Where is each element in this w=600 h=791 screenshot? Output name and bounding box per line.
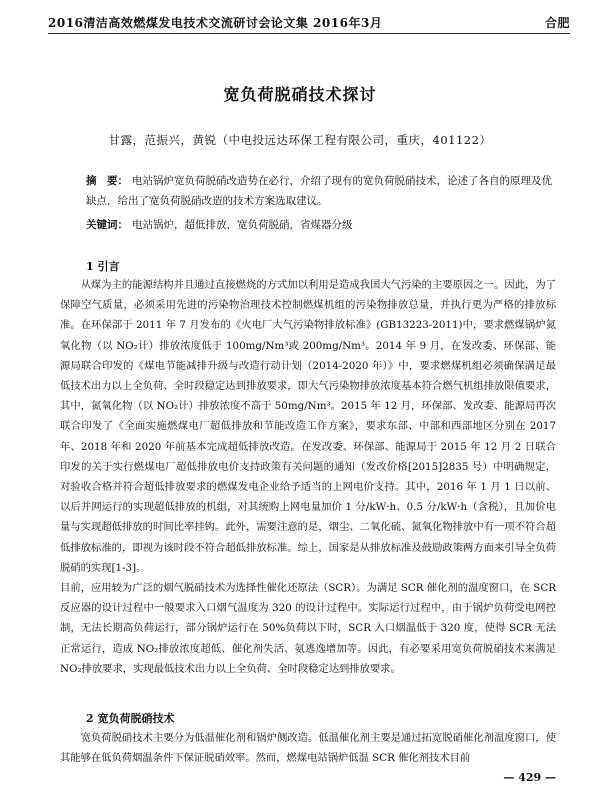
abstract-label: 摘 要： — [86, 175, 128, 187]
section-2-paragraph: 宽负荷脱硝技术主要分为低温催化剂和锅炉侧改造。低温催化剂主要是通过拓宽脱硝催化剂温度窗口，使其能够在低负荷烟温条件下保证脱硝效率。然而，燃煤电站锅炉低温 SCR 催化剂技术目前 — [60, 732, 556, 764]
authors-line: 甘露，范振兴，黄锐（中电投远达环保工程有限公司，重庆，401122） — [108, 133, 492, 147]
section-1-heading: 1 引言 — [86, 260, 120, 273]
keywords-label: 关键词： — [86, 219, 128, 231]
paper-title: 宽负荷脱硝技术探讨 — [223, 85, 377, 104]
abstract — [86, 171, 556, 211]
section-1-paragraph-2: 目前，应用较为广泛的烟气脱硝技术为选择性催化还原法（SCR）。为满足 SCR 催化剂的温度窗口，在 SCR 反应器的设计过程中一般要求入口烟气温度为 320 的设计过程中。实际运行过程中，由于锅炉负荷受电网控制，无法长期高负荷运行，部分锅炉运行在 50%负荷以下时，SCR 入口烟温低于 320 度，使得 SCR 无法正常运行，造成 NO₂排放浓度超低、催化剂失活、氨逃逸增加等。因此，有必要采用宽负荷脱硝技术来满足 NO₂排放要求，实现最低技术出力以上全负荷、全时段稳定达到排放要求。 — [60, 582, 556, 675]
section-1-body — [60, 275, 556, 679]
section-2-heading: 2 宽负荷脱硝技术 — [86, 712, 175, 725]
page-number: — 429 — — [503, 771, 556, 784]
abstract-text: 电站锅炉宽负荷脱硝改造势在必行，介绍了现有的宽负荷脱硝技术，论述了各自的原理及优缺点，给出了宽负荷脱硝改造的技术方案选取建议。 — [86, 175, 552, 207]
conference-location: 合肥 — [544, 16, 570, 30]
header-rule — [48, 33, 570, 34]
keywords — [86, 215, 556, 235]
conference-title: 2016清洁高效燃煤发电技术交流研讨会论文集 2016年3月 — [48, 16, 383, 30]
section-1-paragraph-1: 从煤为主的能源结构并且通过直接燃烧的方式加以利用是造成我国大气污染的主要原因之一。因此，为了保障空气质量，必须采用先进的污染物治理技术控制燃煤机组的污染物排放总量，并执行更为严格的排放标准。在环保部于 2011 年 7 月发布的《火电厂大气污染物排放标准》(GB13223-2011)中，要求燃煤锅炉氮氧化物（以 NO₂计）排放浓度低于 100mg/Nm³或 200mg/Nm³。2014 年 9 月，在发改委、环保部、能源局联合印发的《煤电节能减排升级与改造行动计划（2014-2020 年）》中，要求燃煤机组必须确保满足最低技术出力以上全负荷、全时段稳定达到排放要求，即大气污染物排放浓度基本符合燃气机组排放限值要求，其中，氮氧化物（以 NO₂计）排放浓度不高于 50mg/Nm³。2015 年 12 月，环保部、发改委、能源局再次联合印发了《全面实施燃煤电厂超低排放和节能改造工作方案》，要求东部、中部和西部地区分别在 2017 年、2018 年和 2020 年前基本完成超低排放改造。在发改委、环保部、能源局于 2015 年 12 月 2 日联合印发的关于实行燃煤电厂超低排放电价支持政策有关问题的通知（发改价格[2015]2835 号）中明确规定，对验收合格并符合超低排放要求的燃煤发电企业给予适当的上网电价支持。其中，2016 年 1 月 1 日以前、以后并网运行的实现超低排放的机组，对其统购上网电量加价 1 分/kW·h、0.5 分/kW·h（含税），且加价电量与实现超低排放的时间比率挂钩。此外，需要注意的是，烟尘、二氧化硫、氮氧化物排放中有一项不符合超低排放标准的，即视为该时段不符合超低排放标准。综上，国家是从排放标准及鼓励政策两方面来引导全负荷脱硝的实现[1-3]。 — [60, 279, 556, 574]
keywords-text: 电站锅炉，超低排放，宽负荷脱硝，省煤器分级 — [132, 219, 353, 231]
